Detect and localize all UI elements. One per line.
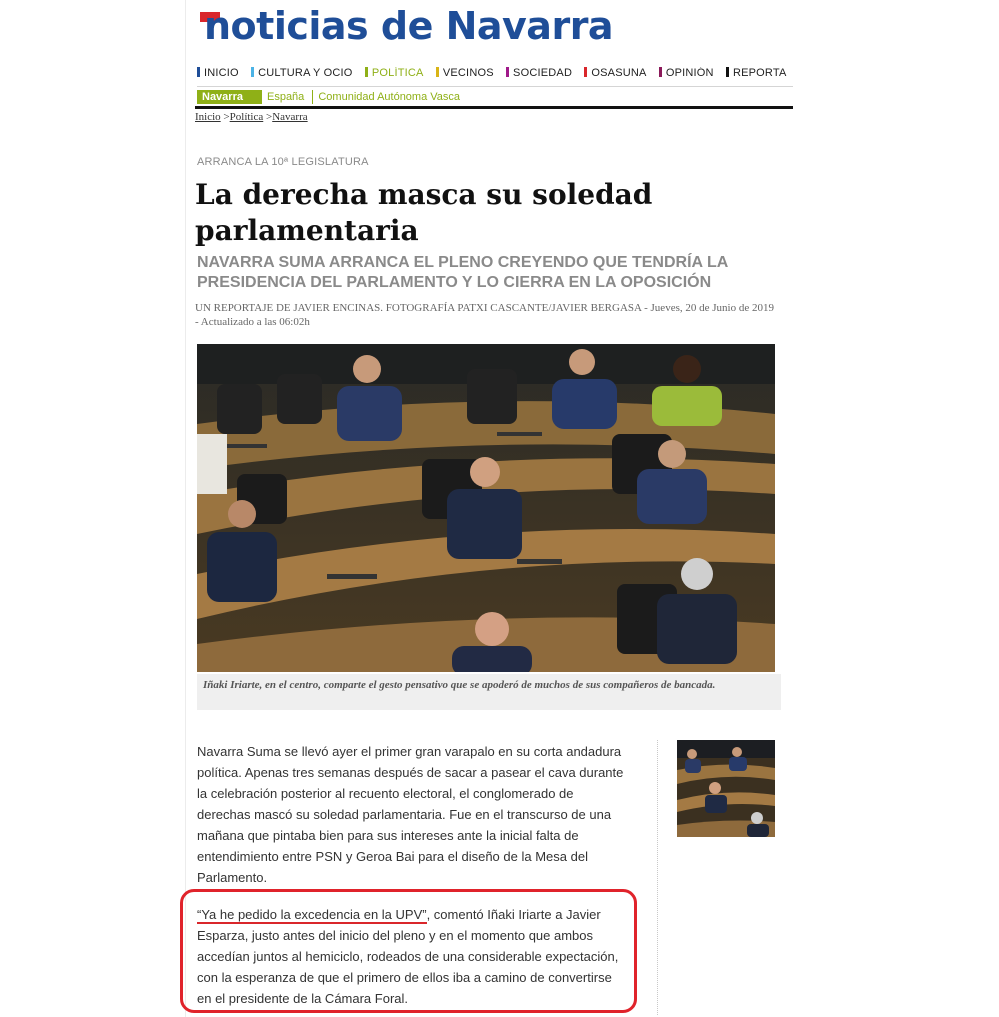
nav-label: POLÍTICA	[371, 67, 424, 79]
nav-label: VECINOS	[442, 67, 494, 79]
nav-color-bar	[506, 67, 509, 77]
paragraph-2-rest: , comentó Iñaki Iriarte a Javier Esparza, justo antes del inicio del pleno y en el momento que ambos accedían juntos al hemiciclo, rodeados de una considerable expectación, con la esperanza de que el primero de ellos iba a camino de convertirse en el presidente de la Cámara Foral.	[197, 907, 619, 1006]
column-divider	[657, 740, 658, 1015]
logo-text: noticias de Navarra	[204, 4, 614, 48]
quote-underlined: “Ya he pedido la excedencia en la UPV”	[197, 907, 427, 922]
main-nav	[197, 67, 793, 85]
parliament-photo-illustration	[197, 344, 775, 672]
header-rule	[195, 106, 793, 109]
nav-item-cultura-y-ocio[interactable]	[251, 67, 353, 79]
article-headline: La derecha masca su soledad parlamentaria	[195, 178, 653, 247]
article-paragraph-1: Navarra Suma se llevó ayer el primer gran varapalo en su corta andadura política. Apenas tres semanas después de sacar a pasear el cava durante la celebración posterior al recuento electoral, el conglomerado de derechas mascó su soledad parlamentaria. Fue en el transcurso de una mañana que pintaba bien para sus intereses ante la inicial falta de entendimiento entre PSN y Geroa Bai para el diseño de la Mesa del Parlamento.	[197, 744, 624, 885]
nav-label: REPORTA	[732, 67, 787, 79]
nav-item-politica[interactable]	[365, 67, 424, 79]
nav-label: CULTURA Y OCIO	[258, 67, 353, 79]
nav-color-bar	[726, 67, 729, 77]
sub-nav	[197, 90, 465, 104]
nav-item-opinion[interactable]	[659, 67, 714, 79]
red-highlight-annotation	[180, 889, 637, 1013]
nav-item-inicio[interactable]	[197, 67, 239, 79]
breadcrumb-inicio[interactable]: Inicio	[195, 111, 221, 123]
subnav-item-cav[interactable]: Comunidad Autónoma Vasca	[312, 90, 465, 104]
nav-color-bar	[659, 67, 662, 77]
breadcrumb-politica[interactable]: Política	[229, 111, 264, 123]
photo-caption: Iñaki Iriarte, en el centro, comparte el gesto pensativo que se apoderó de muchos de sus compañeros de bancada.	[203, 679, 716, 691]
nav-label: OPINIÓN	[665, 67, 714, 79]
article-subtitle: NAVARRA SUMA ARRANCA EL PLENO CREYENDO QUE TENDRÍA LA PRESIDENCIA DEL PARLAMENTO Y LO CIERRA EN LA OPOSICIÓN	[197, 254, 728, 291]
nav-item-vecinos[interactable]	[436, 67, 494, 79]
article-main-photo[interactable]	[197, 344, 775, 672]
article-kicker: ARRANCA LA 10ª LEGISLATURA	[197, 156, 369, 168]
nav-divider	[197, 86, 793, 87]
nav-label: INICIO	[204, 67, 239, 79]
breadcrumb-navarra[interactable]: Navarra	[272, 111, 308, 123]
nav-item-sociedad[interactable]	[506, 67, 572, 79]
related-photo-thumbnail[interactable]	[677, 740, 775, 837]
nav-color-bar	[365, 67, 368, 77]
nav-color-bar	[436, 67, 439, 77]
nav-label: OSASUNA	[591, 67, 647, 79]
subnav-item-navarra[interactable]: Navarra	[197, 90, 261, 104]
breadcrumb: Inicio >Política >Navarra	[195, 111, 308, 123]
nav-color-bar	[584, 67, 587, 77]
thumbnail-illustration	[677, 740, 775, 837]
nav-color-bar	[197, 67, 200, 77]
subnav-item-espana[interactable]: España	[261, 90, 309, 104]
nav-color-bar	[251, 67, 254, 77]
nav-item-reportajes[interactable]	[726, 67, 787, 79]
article-byline: UN REPORTAJE DE JAVIER ENCINAS. FOTOGRAFÍA PATXI CASCANTE/JAVIER BERGASA - Jueves, 20 de Junio de 2019 - Actualizado a las 06:02h	[195, 302, 774, 328]
nav-label: SOCIEDAD	[513, 67, 573, 79]
nav-item-osasuna[interactable]	[584, 67, 646, 79]
